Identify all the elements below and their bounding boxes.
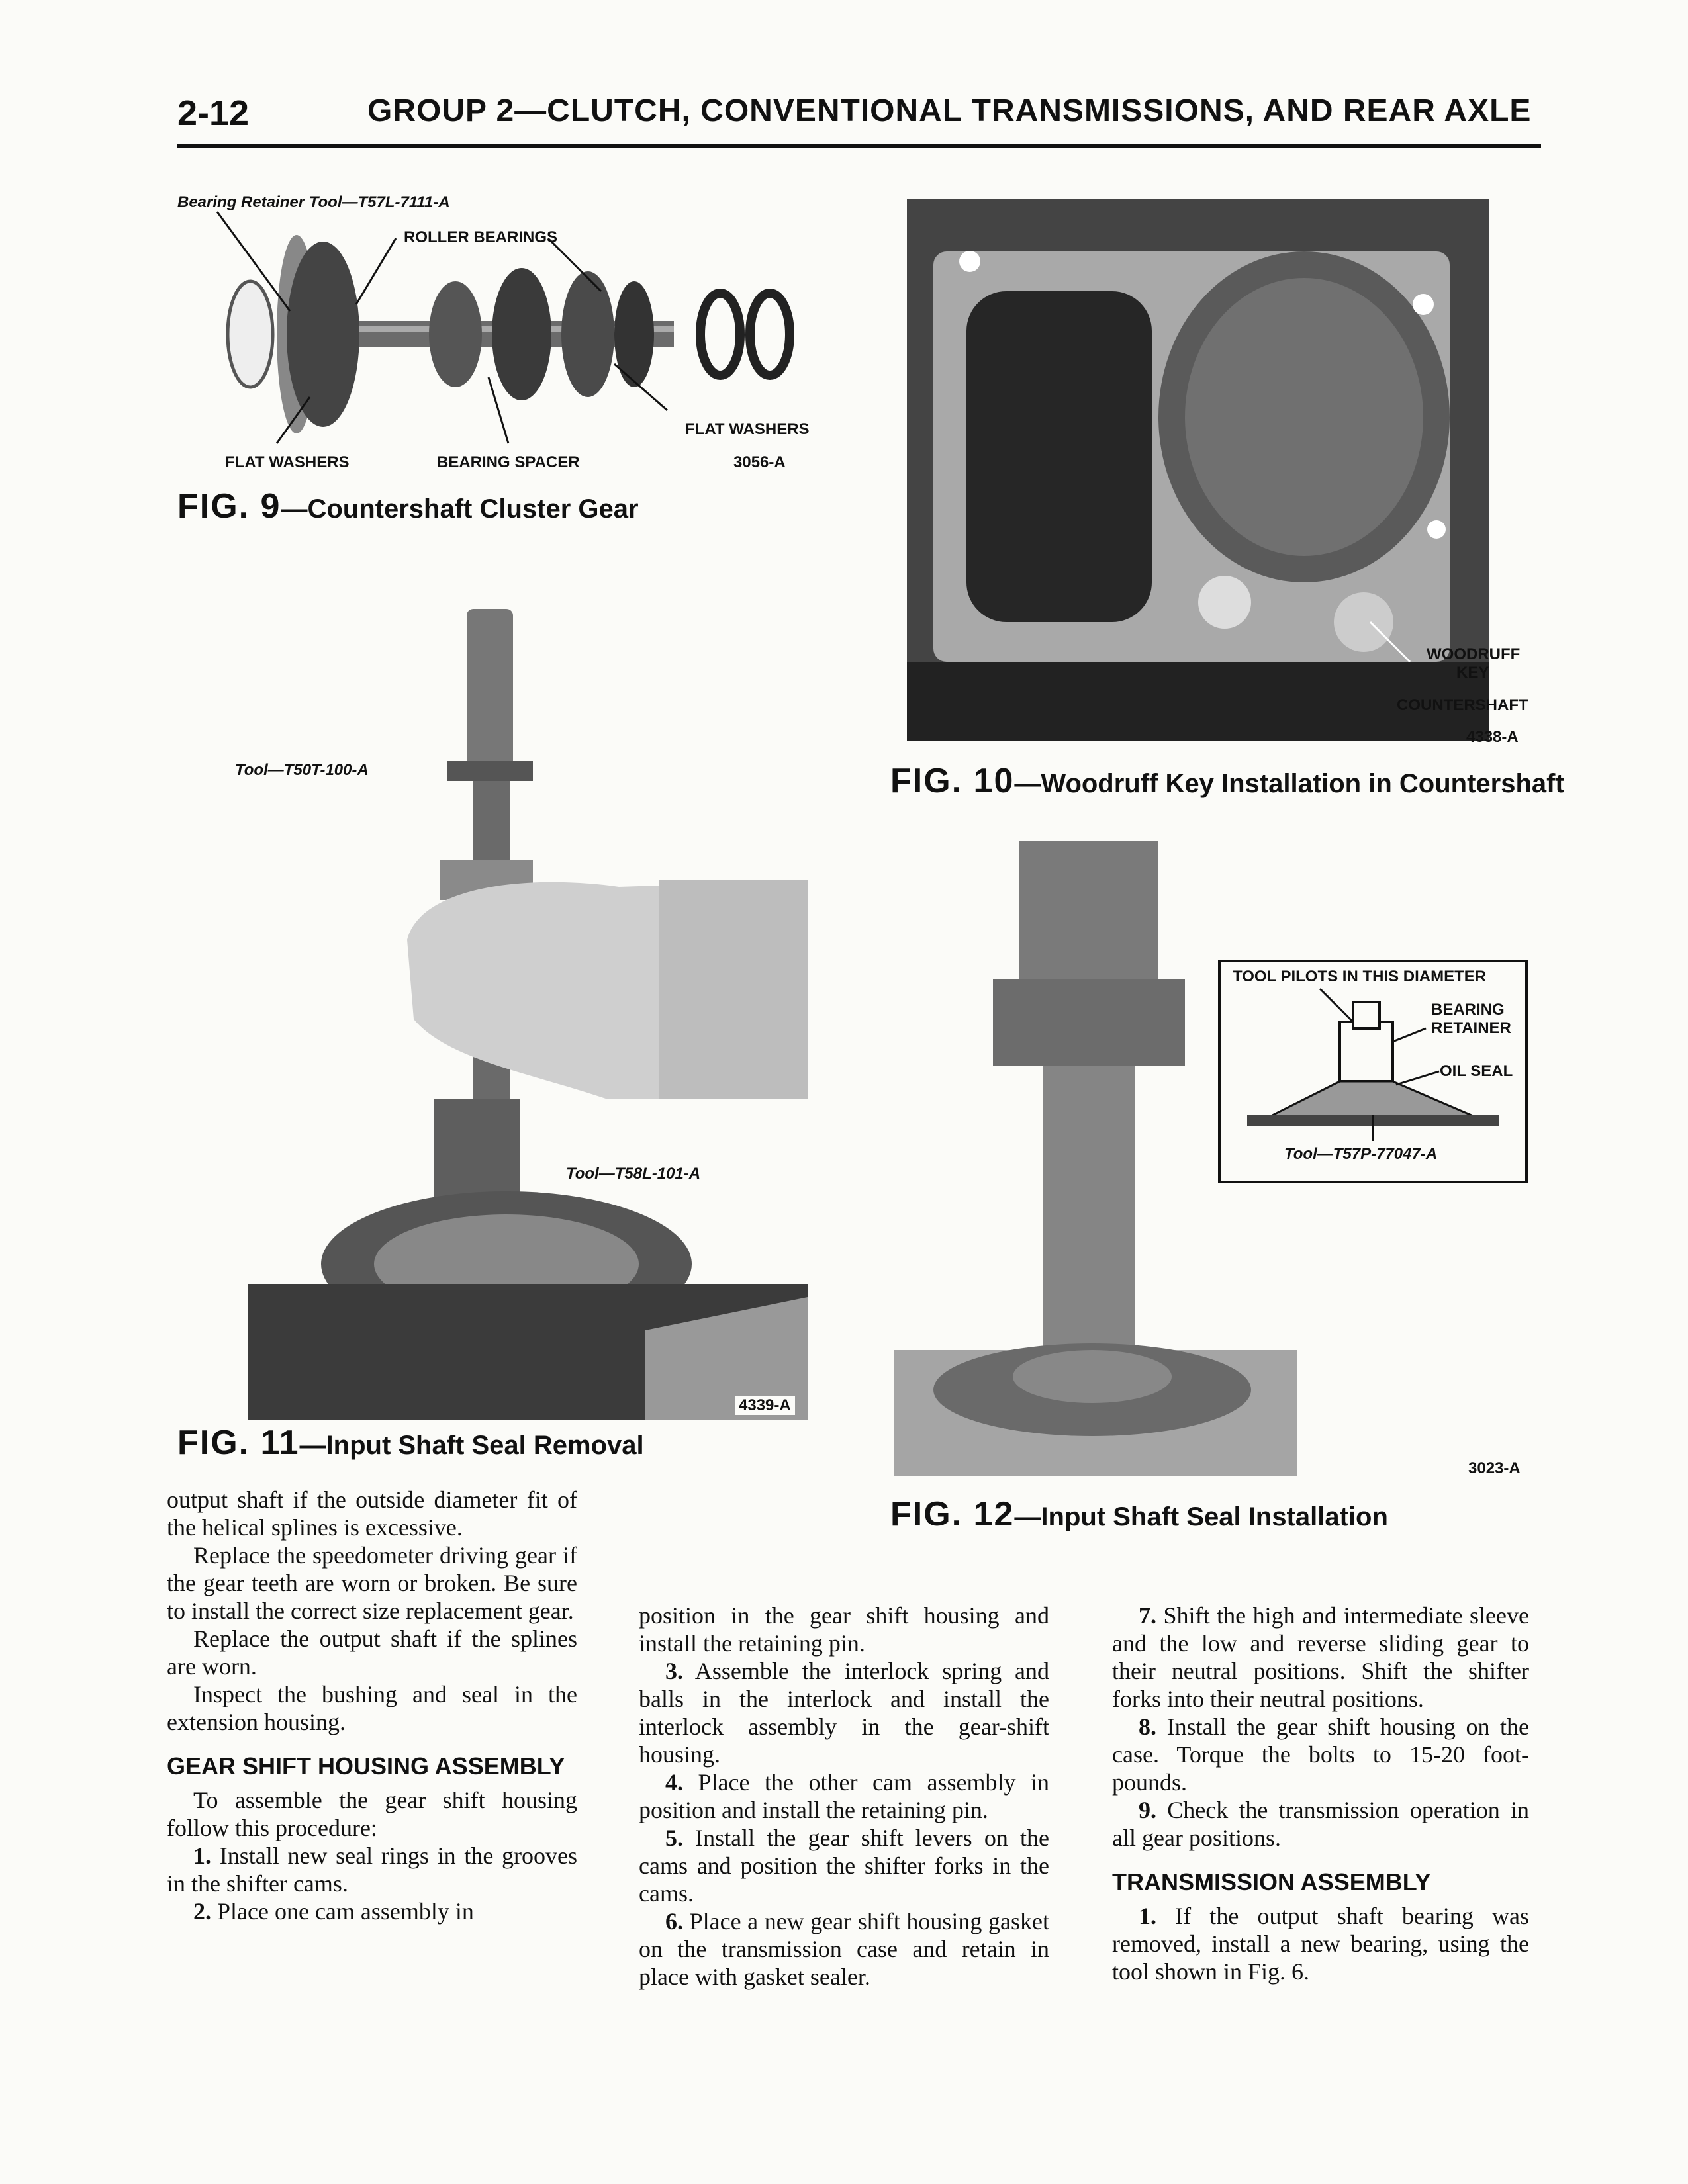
fig12-fig-word: FIG. 12 — [890, 1495, 1015, 1533]
fig12-bearing-label: BEARING — [1431, 1001, 1505, 1019]
text-column-2 — [639, 1602, 1049, 1991]
col1-p4: Inspect the bushing and seal in the extension housing. — [167, 1681, 577, 1735]
col3-step8-text: Install the gear shift housing on the case. Torque the bolts to 15-20 foot-pounds. — [1112, 1713, 1530, 1796]
col3-step8 — [1112, 1713, 1529, 1796]
col1-step2-num: 2. — [193, 1898, 211, 1925]
fig12-retainer-label: RETAINER — [1431, 1019, 1511, 1037]
fig11-tool2-label: Tool—T58L-101-A — [566, 1165, 701, 1183]
col2-step3-text: Assemble the interlock spring and balls in the interlock and install the interlock assembly in the gear-shift housing. — [639, 1658, 1050, 1768]
fig9-fig-word: FIG. 9 — [177, 487, 281, 525]
fig9-code: 3056-A — [733, 453, 786, 471]
fig9-spacer-label: BEARING SPACER — [437, 453, 580, 471]
fig9-flat-washers-left-label: FLAT WASHERS — [225, 453, 350, 471]
fig10-code: 4338-A — [1466, 728, 1519, 746]
fig11-code: 4339-A — [735, 1396, 795, 1415]
col1-step1 — [167, 1842, 577, 1897]
col1-p3: Replace the output shaft if the splines are worn. — [167, 1625, 577, 1680]
fig10-countershaft-label: COUNTERSHAFT — [1397, 696, 1528, 714]
fig10-caption — [890, 761, 1564, 801]
col1-p1: output shaft if the outside diameter fit of the helical splines is excessive. — [167, 1486, 577, 1541]
fig10-woodruff-label: WOODRUFF — [1427, 645, 1521, 663]
fig11-fig-word: FIG. 11 — [177, 1424, 300, 1462]
fig12-oil-seal-label: OIL SEAL — [1440, 1062, 1513, 1080]
fig12-pilots-label: TOOL PILOTS IN THIS DIAMETER — [1233, 968, 1487, 985]
fig12-caption-text: —Input Shaft Seal Installation — [1014, 1502, 1388, 1531]
fig10-caption-text: —Woodruff Key Installation in Countershaft — [1014, 769, 1564, 798]
col1-heading: GEAR SHIFT HOUSING ASSEMBLY — [167, 1752, 565, 1780]
fig11-tool1-label: Tool—T50T-100-A — [235, 761, 369, 779]
fig11-caption — [177, 1423, 644, 1463]
col2-step6-text: Place a new gear shift housing gasket on the transmission case and retain in place with gasket sealer. — [639, 1908, 1049, 1990]
col3-step1-text: If the output shaft bearing was removed, install a new bearing, using the tool shown in Fig. 6. — [1112, 1903, 1529, 1985]
fig9-caption-text: —Countershaft Cluster Gear — [281, 494, 639, 523]
col3-step9 — [1112, 1796, 1529, 1852]
col1-step1-text: Install new seal rings in the grooves in the shifter cams. — [167, 1843, 578, 1897]
col2-step5 — [639, 1824, 1049, 1907]
header-rule — [177, 144, 1541, 148]
fig10-photo — [907, 199, 1489, 741]
seal-removal-photo — [248, 596, 808, 1420]
col2-step4-text: Place the other cam assembly in position and install the retaining pin. — [639, 1769, 1049, 1823]
col3-heading: TRANSMISSION ASSEMBLY — [1112, 1868, 1431, 1895]
col3-step7-text: Shift the high and intermediate sleeve and the low and reverse sliding gear to their neutral positions. Shift the shifter forks into their neutral positions. — [1112, 1602, 1529, 1712]
col1-p5: To assemble the gear shift housing follow this procedure: — [167, 1787, 577, 1841]
fig12-code: 3023-A — [1468, 1459, 1521, 1477]
col1-step1-num: 1. — [193, 1843, 211, 1869]
text-column-1 — [167, 1486, 577, 1925]
col2-step6 — [639, 1907, 1049, 1991]
col2-step5-num: 5. — [665, 1825, 683, 1851]
fig11-photo — [248, 596, 808, 1420]
fig11-caption-text: —Input Shaft Seal Removal — [299, 1431, 644, 1460]
fig9-tool-label: Bearing Retainer Tool—T57L-7111-A — [177, 193, 450, 211]
col2-step4-num: 4. — [665, 1769, 683, 1796]
col3-step9-text: Check the transmission operation in all gear positions. — [1112, 1797, 1529, 1851]
col3-step1-num: 1. — [1139, 1903, 1156, 1929]
col3-step7-num: 7. — [1139, 1602, 1156, 1629]
fig10-key-label: KEY — [1456, 664, 1489, 682]
col3-step1 — [1112, 1902, 1529, 1985]
text-column-3 — [1112, 1602, 1529, 1985]
col1-step2 — [167, 1897, 577, 1925]
col2-step3-num: 3. — [665, 1658, 683, 1684]
col3-step7 — [1112, 1602, 1529, 1713]
col3-step9-num: 9. — [1139, 1797, 1156, 1823]
col2-step5-text: Install the gear shift levers on the cams and position the shifter forks in the cams. — [639, 1825, 1049, 1907]
col2-p1: position in the gear shift housing and install the retaining pin. — [639, 1602, 1049, 1657]
page-title: GROUP 2—CLUTCH, CONVENTIONAL TRANSMISSIONS, AND REAR AXLE — [367, 93, 1532, 128]
fig9-flat-washers-right-label: FLAT WASHERS — [685, 420, 810, 438]
fig12-caption — [890, 1494, 1388, 1534]
col1-p2: Replace the speedometer driving gear if the gear teeth are worn or broken. Be sure to install the correct size replacement gear. — [167, 1542, 577, 1624]
fig12-tool-label: Tool—T57P-77047-A — [1284, 1145, 1438, 1163]
col3-step8-num: 8. — [1139, 1713, 1156, 1740]
fig10-fig-word: FIG. 10 — [890, 762, 1015, 800]
col1-step2-text: Place one cam assembly in — [217, 1898, 474, 1925]
col2-step6-num: 6. — [665, 1908, 683, 1934]
transmission-case-photo — [907, 199, 1489, 741]
col2-step4 — [639, 1768, 1049, 1824]
fig9-roller-label: ROLLER BEARINGS — [404, 228, 558, 246]
fig9-caption — [177, 486, 639, 526]
page-number: 2-12 — [177, 93, 250, 133]
col2-step3 — [639, 1657, 1049, 1768]
